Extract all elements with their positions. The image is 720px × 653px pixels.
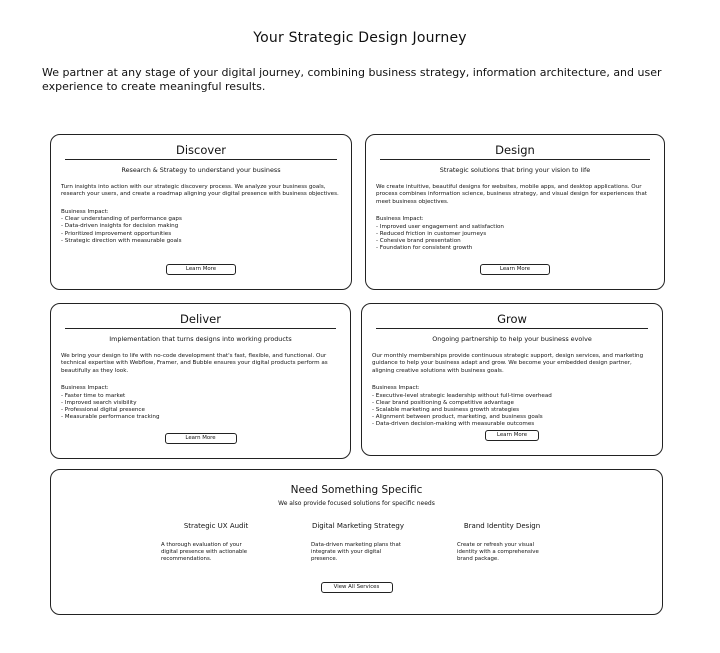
- card-description: Our monthly memberships provide continuous strategic support, design services, and marketing guidance to help your business adapt and grow. We become your embedded design partner, aligning creative solutions with business goals.: [372, 353, 644, 374]
- section-title: Need Something Specific: [290, 484, 423, 496]
- impact-item: - Strategic direction with measurable goals: [61, 238, 341, 245]
- card-description: We create intuitive, beautiful designs for websites, mobile apps, and desktop applications. Our process combines information science, business strategy, and visual design for experiences that meet business objectives.: [376, 184, 647, 205]
- impact-item: - Improved user engagement and satisfaction: [376, 224, 654, 231]
- impact-item: - Prioritized improvement opportunities: [61, 231, 341, 238]
- card-title: Grow: [497, 312, 527, 326]
- card-discover: [50, 134, 352, 290]
- card-subtitle: Implementation that turns designs into working products: [109, 335, 292, 343]
- card-subtitle: Strategic solutions that bring your vision to life: [439, 166, 591, 174]
- learn-more-button[interactable]: Learn More: [485, 430, 539, 441]
- card-description: Turn insights into action with our strategic discovery process. We analyze your business goals, research your users, and create a roadmap aligning your digital presence with business objectives.: [61, 184, 339, 198]
- title-divider: [380, 159, 650, 160]
- impact-list: [376, 224, 654, 253]
- impact-heading: Business Impact:: [61, 385, 109, 392]
- impact-item: - Data-driven decision-making with measurable outcomes: [372, 421, 652, 428]
- card-grow: [361, 303, 663, 456]
- impact-item: - Clear brand positioning & competitive advantage: [372, 400, 652, 407]
- impact-heading: Business Impact:: [376, 216, 424, 223]
- impact-list: [372, 393, 652, 429]
- learn-more-button[interactable]: Learn More: [480, 264, 550, 275]
- service-strategic-ux-audit: [161, 522, 271, 564]
- impact-item: - Foundation for consistent growth: [376, 245, 654, 252]
- intro-text: We partner at any stage of your digital journey, combining business strategy, information architecture, and user experience to create meaningful results.: [42, 66, 662, 93]
- card-title: Design: [495, 143, 535, 157]
- impact-item: - Professional digital presence: [61, 407, 340, 414]
- impact-item: - Measurable performance tracking: [61, 414, 340, 421]
- card-title: Deliver: [180, 312, 221, 326]
- service-description: Create or refresh your visual identity with a comprehensive brand package.: [457, 542, 539, 563]
- impact-item: - Executive-level strategic leadership without full-time overhead: [372, 393, 652, 400]
- card-description: We bring your design to life with no-code development that's fast, flexible, and functional. Our technical expertise with Webflow, Framer, and Bubble ensures your digital products perform as beautifully as they look.: [61, 353, 328, 374]
- impact-item: - Data-driven insights for decision making: [61, 223, 341, 230]
- impact-heading: Business Impact:: [61, 208, 109, 215]
- service-title: Strategic UX Audit: [183, 522, 249, 530]
- title-divider: [65, 159, 337, 160]
- learn-more-button[interactable]: Learn More: [165, 433, 237, 444]
- view-all-services-button[interactable]: View All Services: [321, 582, 393, 593]
- card-deliver: [50, 303, 351, 459]
- learn-more-button[interactable]: Learn More: [166, 264, 236, 275]
- service-digital-marketing-strategy: [303, 522, 413, 564]
- section-subtitle: We also provide focused solutions for specific needs: [278, 500, 435, 507]
- impact-list: [61, 393, 340, 422]
- service-title: Brand Identity Design: [463, 522, 541, 530]
- card-title: Discover: [175, 143, 226, 157]
- service-brand-identity-design: [447, 522, 557, 564]
- impact-list: [61, 216, 341, 245]
- title-divider: [376, 328, 648, 329]
- impact-item: - Alignment between product, marketing, and business goals: [372, 414, 652, 421]
- impact-item: - Scalable marketing and business growth strategies: [372, 407, 652, 414]
- impact-heading: Business Impact:: [372, 385, 420, 392]
- card-subtitle: Ongoing partnership to help your business evolve: [432, 335, 592, 343]
- service-description: A thorough evaluation of your digital presence with actionable recommendations.: [161, 542, 248, 563]
- impact-item: - Improved search visibility: [61, 400, 340, 407]
- impact-item: - Clear understanding of performance gaps: [61, 216, 341, 223]
- card-design: [365, 134, 665, 290]
- service-description: Data-driven marketing plans that integrate with your digital presence.: [311, 542, 401, 563]
- card-subtitle: Research & Strategy to understand your business: [121, 166, 281, 174]
- service-title: Digital Marketing Strategy: [311, 522, 405, 530]
- specific-services-section: [50, 469, 663, 615]
- impact-item: - Faster time to market: [61, 393, 340, 400]
- page-title: Your Strategic Design Journey: [253, 30, 467, 46]
- title-divider: [65, 328, 336, 329]
- impact-item: - Cohesive brand presentation: [376, 238, 654, 245]
- impact-item: - Reduced friction in customer journeys: [376, 231, 654, 238]
